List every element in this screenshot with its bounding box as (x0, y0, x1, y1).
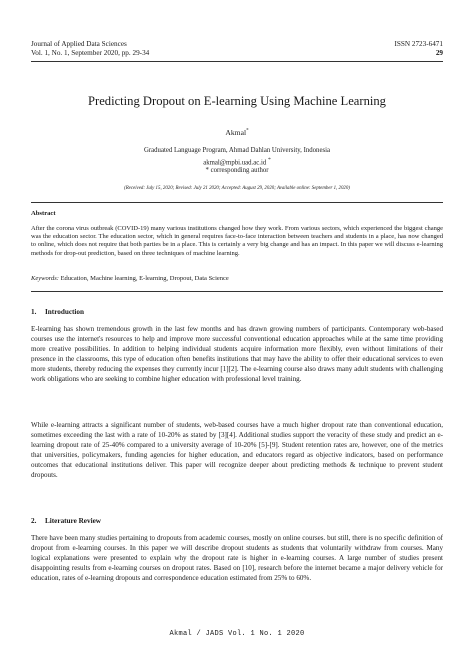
page-number: 29 (435, 49, 443, 57)
keywords (31, 275, 443, 282)
abstract-text: After the corona virus outbreak (COVID-19) many various institutions changed how they work. From various sectors, which experienced the biggest change was the education sector. The education sector, which in general requires face-to-face interaction between teachers and students in a place, has now changed to online, which does not require that both parties be in a place. This is certainly a very big change and has an impact. In this paper we will discuss e-learning methods for drop-out prediction, based on three techniques of machine learning. (31, 225, 443, 257)
paragraph: E-learning has shown tremendous growth in the last few months and has drawn growing numbers of participants. Contemporary web-based courses use the internet's resources to help and improve more successful conventional education approaches while at the same time providing more creative possibilities. In addition to helping individual students acquire information more flexibly, even without limitations of their presence in the classrooms, this type of education often benefits institutions that may have the ability to offer their educational services to even more students, thereby reducing the expenses they currently incur [1][2]. The e-learning course also draws many adult students with challenging work obligations who are seeking to combine higher education with professional level training. (31, 325, 443, 384)
journal-name: Journal of Applied Data Sciences (31, 40, 127, 48)
issn-header (394, 40, 443, 58)
page-footer: Akmal / JADS Vol. 1 No. 1 2020 (169, 630, 305, 638)
article-dates: (Received: July 15, 2020; Revised: July 21 2020; Accepted: August 29, 2020; Available online: September 1, 2020) (124, 186, 350, 191)
issn: ISSN 2723-6471 (394, 40, 443, 48)
affiliation-program: Graduated Language Program, Ahmad Dahlan University, Indonesia (143, 147, 331, 154)
paper-title: Predicting Dropout on E-learning Using Machine Learning (88, 94, 386, 108)
paragraph: There have been many studies pertaining to dropouts from academic courses, mostly on online courses. but still, there is no specific definition of dropout from e-learning courses. In this paper we will describe dropout students as students that voluntarily withdraw from courses. Many logical explanations were presented to explain why the dropout rate is higher in e-learning courses. A large number of studies present disappointing results from e-learning courses on dropout rates. Based on [10], research before the internet became a major delivery vehicle for education, rates of e-learning dropouts and correspondence education estimated from 25% to 60%. (31, 534, 443, 583)
affiliation (31, 147, 443, 176)
section-number: 2. (31, 517, 37, 525)
section-heading-introduction (31, 308, 84, 316)
corresponding-note: * corresponding author (205, 167, 269, 175)
keywords-text: Education, Machine learning, E-learning, Dropout, Data Science (58, 275, 229, 282)
abstract-heading: Abstract (31, 210, 56, 217)
author-mark: * (246, 128, 249, 134)
section-title: Literature Review (45, 517, 101, 525)
email-mark: * (267, 156, 271, 163)
keywords-label: Keywords: (31, 275, 59, 282)
abstract-top-rule (31, 202, 443, 203)
journal-header (31, 40, 149, 58)
volume-line: Vol. 1, No. 1, September 2020, pp. 29-34 (31, 49, 150, 57)
section-title: Introduction (45, 308, 85, 316)
paragraph: While e-learning attracts a significant number of students, web-based courses have a much higher dropout rate than conventional education, sometimes exceeding the last with a rate of 10-20% as stated by [3][4]. Additional studies support the veracity of these study and predict an e-learning dropout rate of 25-40% compared to a university average of 10-20% [5]-[9]. Student retention rates are, however, one of the metrics that universities, policymakers, funding agencies for higher education, and educators regard as objective indicators, based on performance outcomes that educational institutions deliver. This paper will recognize deeper about predicting methods & technique to prevent student dropouts. (31, 421, 443, 480)
abstract-bottom-rule (31, 291, 443, 292)
author-name: Akmal (225, 128, 247, 137)
header-rule (31, 61, 443, 62)
author (31, 128, 443, 137)
author-email[interactable]: akmal@mpbi.uad.ac.id (203, 158, 267, 166)
section-heading-literature-review (31, 517, 101, 525)
author-email-line (31, 156, 443, 168)
section-number: 1. (31, 308, 37, 316)
